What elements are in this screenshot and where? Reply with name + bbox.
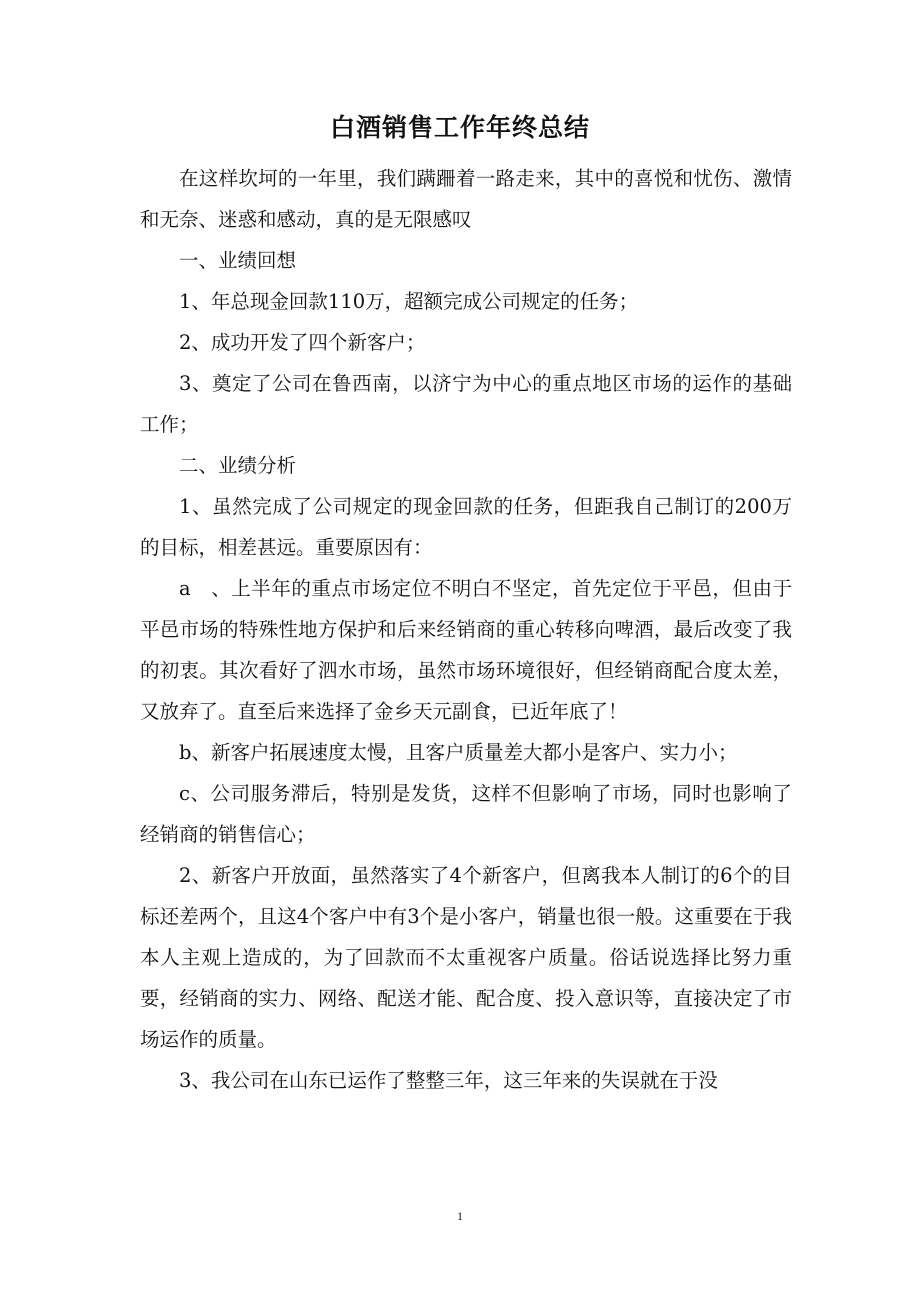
paragraph-item: 2、新客户开放面，虽然落实了4个新客户，但离我本人制订的6个的目标还差两个，且这4个客户中有3个是小客户，销量也很一般。这重要在于我本人主观上造成的，为了回款而不太重视客户质量。俗话说选择比努力重要，经销商的实力、网络、配送才能、配合度、投入意识等，直接决定了市场运作的质量。: [140, 864, 792, 1051]
paragraph-item: 2、成功开发了四个新客户；: [179, 331, 426, 354]
paragraph-item: a 、上半年的重点市场定位不明白不坚定，首先定位于平邑，但由于平邑市场的特殊性地方保护和后来经销商的重心转移向啤酒，最后改变了我的初衷。其次看好了泗水市场，虽然市场环境很好，但经销商配合度太差，又放弃了。直至后来选择了金乡天元副食，已近年底了！: [140, 577, 792, 723]
document-title: 白酒销售工作年终总结: [329, 113, 590, 142]
section-heading-analysis: 二、业绩分析: [179, 454, 297, 477]
paragraph-item: 3、我公司在山东已运作了整整三年，这三年来的失误就在于没: [179, 1069, 718, 1092]
paragraph-item: b、新客户拓展速度太慢，且客户质量差大都小是客户、实力小；: [179, 741, 738, 764]
paragraph-item: c、公司服务滞后，特别是发货，这样不但影响了市场，同时也影响了经销商的销售信心；: [140, 782, 792, 846]
paragraph-item: 1、年总现金回款110万，超额完成公司规定的任务；: [179, 290, 639, 313]
document-body: [140, 158, 792, 1101]
section-heading-review: 一、业绩回想: [179, 249, 297, 272]
paragraph-intro: 在这样坎坷的一年里，我们蹒跚着一路走来，其中的喜悦和忧伤、激情和无奈、迷惑和感动，真的是无限感叹: [140, 167, 792, 231]
paragraph-item: 3、奠定了公司在鲁西南，以济宁为中心的重点地区市场的运作的基础工作；: [140, 372, 792, 436]
paragraph-item: 1、虽然完成了公司规定的现金回款的任务，但距我自己制订的200万的目标，相差甚远。重要原因有：: [140, 495, 792, 559]
page-number: 1: [457, 1209, 463, 1223]
